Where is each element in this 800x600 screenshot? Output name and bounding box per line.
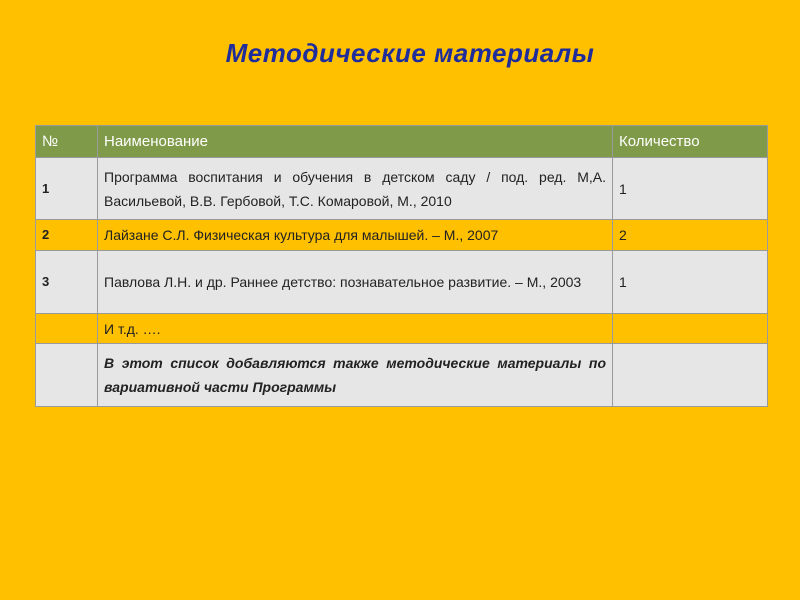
- row-name: В этот список добавляются также методические материалы по вариативной части Программы: [98, 344, 613, 407]
- row-quantity: 2: [613, 220, 768, 251]
- row-quantity: [613, 344, 768, 407]
- table-row: [36, 314, 768, 344]
- header-name: Наименование: [98, 126, 613, 158]
- table-header-row: [36, 126, 768, 158]
- table-row: [36, 158, 768, 220]
- row-name: Программа воспитания и обучения в детском саду / под. ред. М,А. Васильевой, В.В. Гербовой, Т.С. Комаровой, М., 2010: [98, 158, 613, 220]
- table-row: [36, 251, 768, 314]
- row-name: И т.д. ….: [98, 314, 613, 344]
- table-row: [36, 344, 768, 407]
- row-quantity: [613, 314, 768, 344]
- row-number: 1: [36, 158, 98, 220]
- header-number: №: [36, 126, 98, 158]
- row-quantity: 1: [613, 251, 768, 314]
- row-name: Лайзане С.Л. Физическая культура для малышей. – М., 2007: [98, 220, 613, 251]
- row-quantity: 1: [613, 158, 768, 220]
- table-row: [36, 220, 768, 251]
- materials-table: [35, 125, 768, 407]
- row-name: Павлова Л.Н. и др. Раннее детство: познавательное развитие. – М., 2003: [98, 251, 613, 314]
- header-quantity: Количество: [613, 126, 768, 158]
- page-title: Методические материалы: [225, 38, 595, 68]
- row-number: [36, 344, 98, 407]
- materials-table-container: [35, 125, 767, 407]
- row-number: 3: [36, 251, 98, 314]
- row-number: 2: [36, 220, 98, 251]
- row-number: [36, 314, 98, 344]
